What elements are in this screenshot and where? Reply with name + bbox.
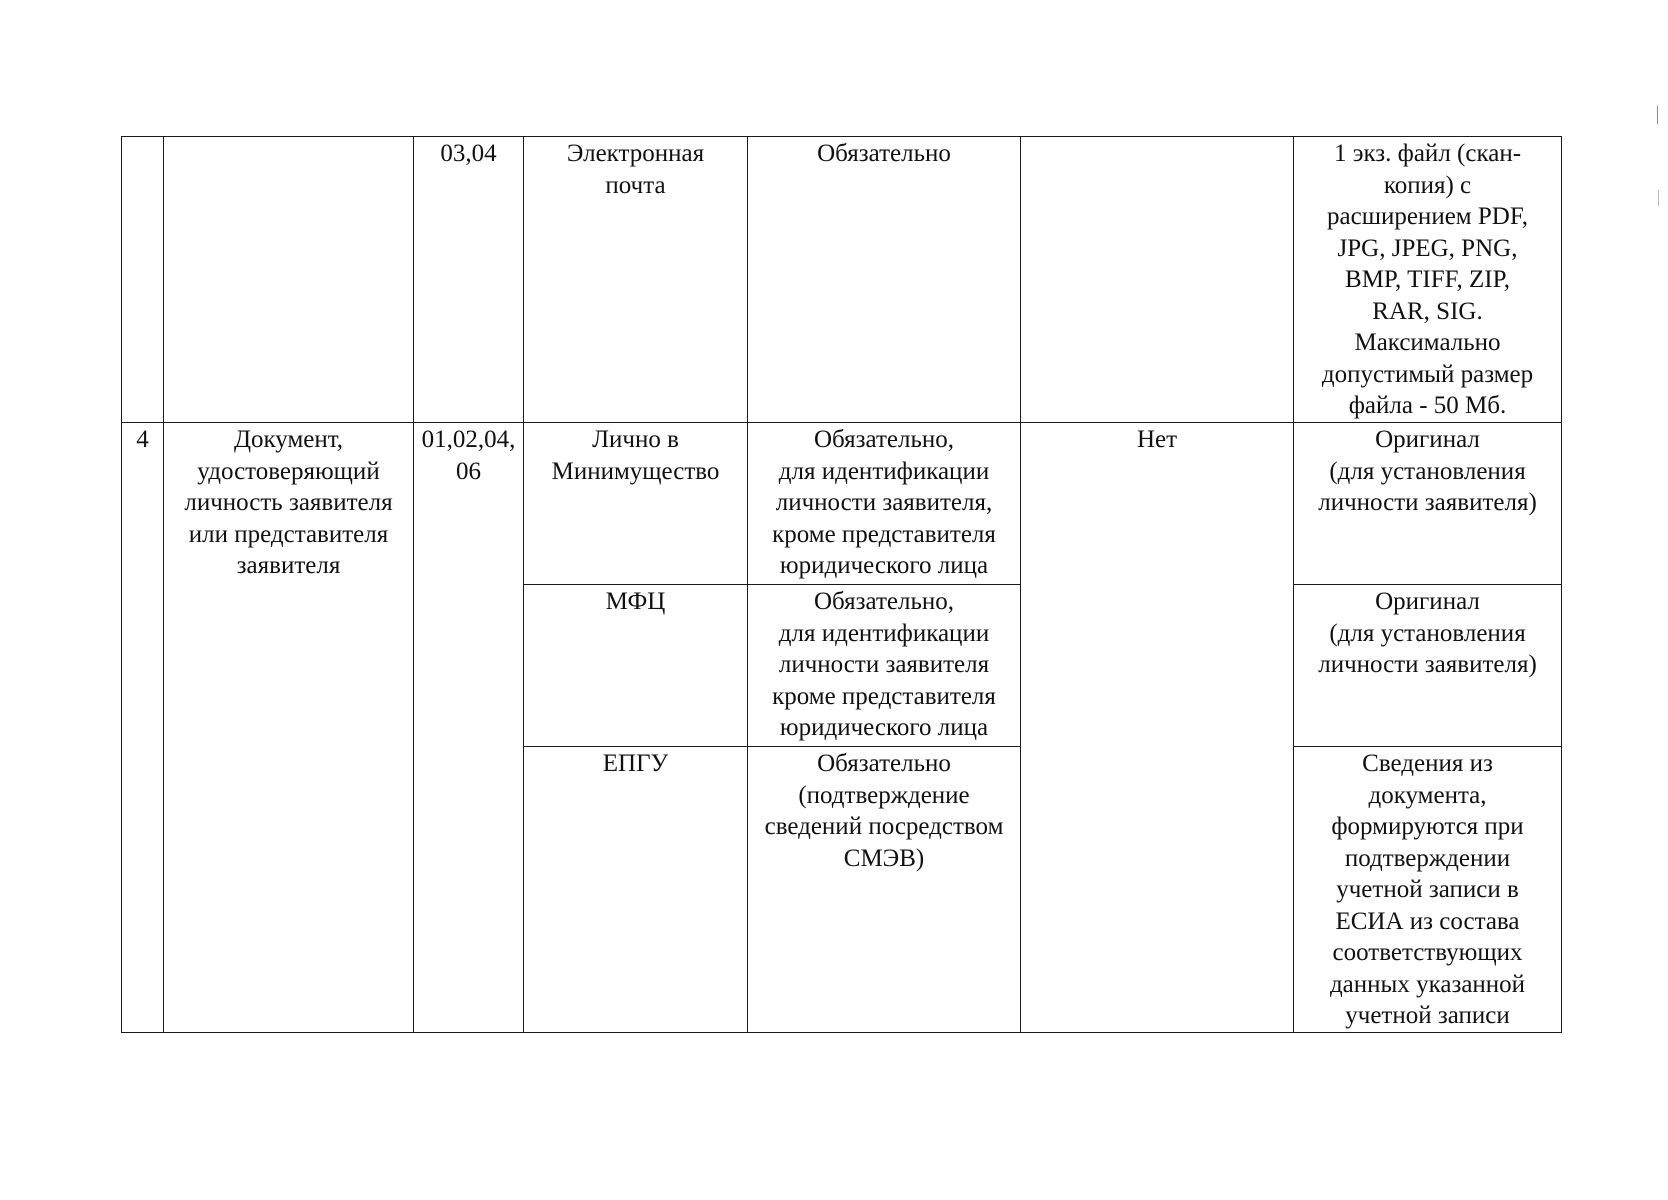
scan-edge-mark xyxy=(1658,190,1659,206)
return-cell: Нет xyxy=(1021,423,1294,1033)
submission-method-cell: МФЦ xyxy=(524,585,748,747)
document-form-cell: Оригинал (для установления личности заявителя) xyxy=(1294,423,1562,585)
return-cell xyxy=(1021,137,1294,423)
document-form-cell: Сведения из документа, формируются при подтверждении учетной записи в ЕСИА из состава соответствующих данных указанной учетной записи xyxy=(1294,747,1562,1033)
document-form-cell: Оригинал (для установления личности заявителя) xyxy=(1294,585,1562,747)
scan-edge-mark xyxy=(1657,106,1658,124)
requirement-cell: Обязательно xyxy=(748,137,1021,423)
requirement-cell: Обязательно, для идентификации личности заявителя кроме представителя юридического лица xyxy=(748,585,1021,747)
submission-method-cell: Лично в Минимущество xyxy=(524,423,748,585)
document-form-cell: 1 экз. файл (скан- копия) с расширением PDF, JPG, JPEG, PNG, BMP, TIFF, ZIP, RAR, SIG. Максимально допустимый размер файла - 50 Мб. xyxy=(1294,137,1562,423)
requirement-cell: Обязательно, для идентификации личности заявителя, кроме представителя юридического лица xyxy=(748,423,1021,585)
document-name-cell xyxy=(164,137,414,423)
requirement-cell: Обязательно (подтверждение сведений посредством СМЭВ) xyxy=(748,747,1021,1033)
table-row xyxy=(122,423,1562,585)
submission-method-cell: ЕПГУ xyxy=(524,747,748,1033)
codes-cell: 03,04 xyxy=(414,137,524,423)
document-name-cell: Документ, удостоверяющий личность заявителя или представителя заявителя xyxy=(164,423,414,1033)
codes-cell: 01,02,04, 06 xyxy=(414,423,524,1033)
row-number-cell: 4 xyxy=(122,423,164,1033)
submission-method-cell: Электронная почта xyxy=(524,137,748,423)
row-number-cell xyxy=(122,137,164,423)
document-requirements-table xyxy=(121,136,1562,1033)
table-row xyxy=(122,137,1562,423)
